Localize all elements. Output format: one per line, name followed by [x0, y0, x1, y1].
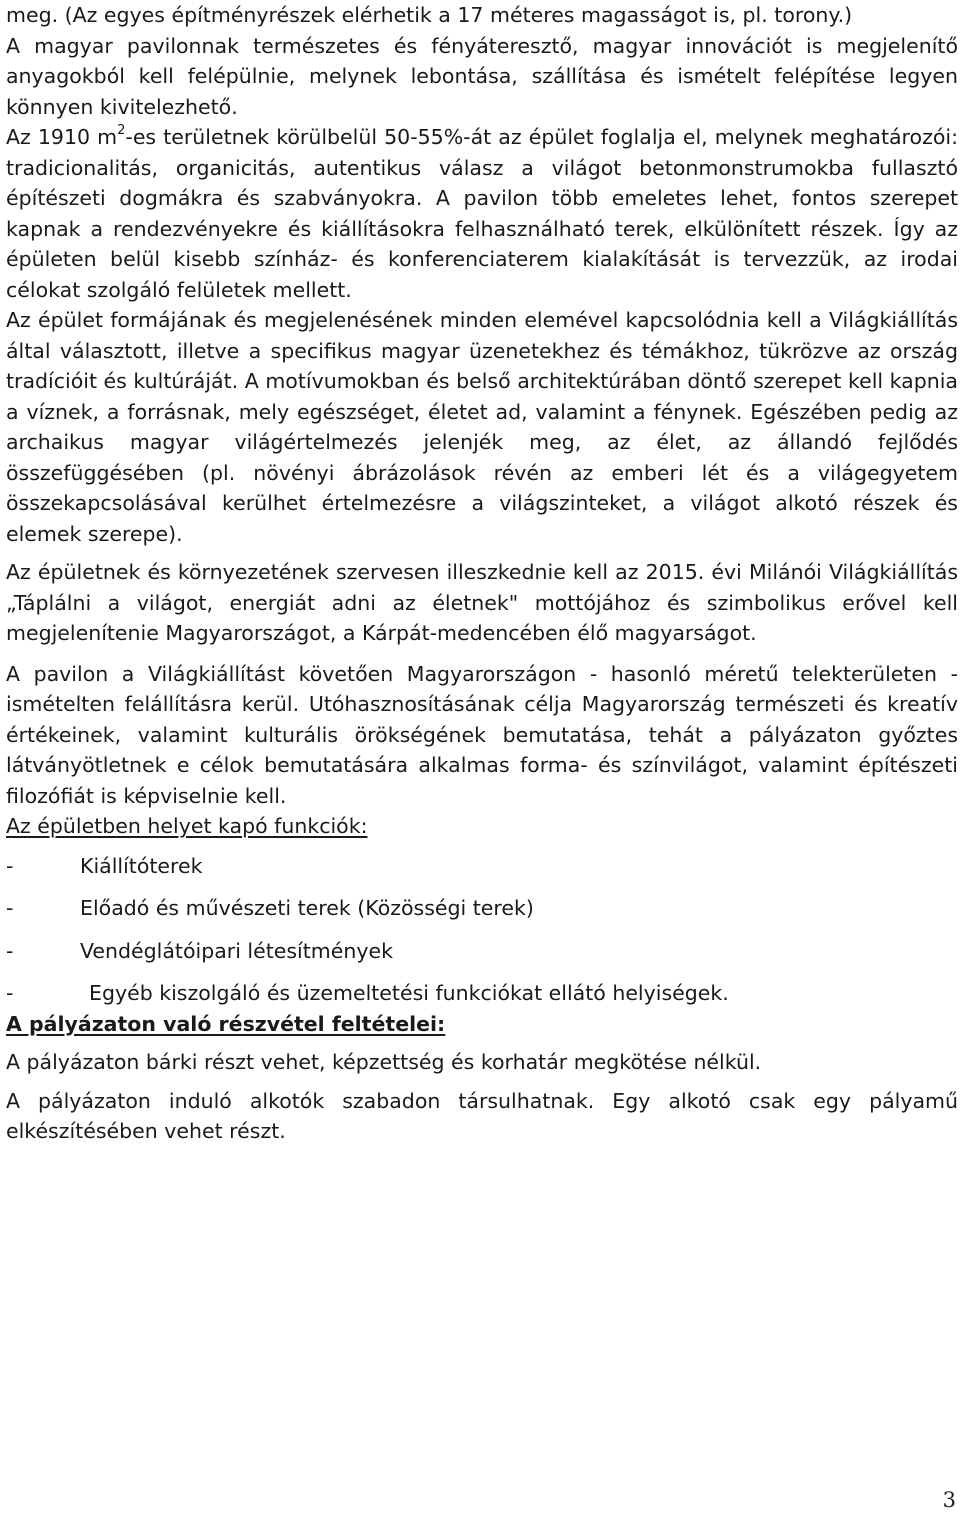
list-item-text: Vendéglátóipari létesítmények [80, 938, 393, 963]
list-item-text: Egyéb kiszolgáló és üzemeltetési funkciókat ellátó helyiségek. [89, 981, 729, 1005]
list-item [6, 978, 958, 1009]
area-text-start: Az 1910 m [6, 125, 118, 149]
list-dash: - [6, 896, 14, 920]
document-page [6, 0, 958, 1147]
paragraph-materials: A magyar pavilonnak természetes és fényáteresztő, magyar innovációt is megjelenítő anyagokból kell felépülnie, melynek lebontása, szállítása és ismételt felépítése legyen könnyen kivitelezhető. [6, 33, 958, 119]
list-dash: - [6, 981, 14, 1005]
list-dash: - [6, 938, 14, 963]
conditions-heading: A pályázaton való részvétel feltételei: [6, 1011, 446, 1036]
paragraph-teams: A pályázaton induló alkotók szabadon társulhatnak. Egy alkotó csak egy pályamű elkészítésében vehet részt. [6, 1088, 958, 1143]
paragraph-reuse: A pavilon a Világkiállítást követően Magyarországon - hasonló méretű telekterületen - ismételten felállításra kerül. Utóhasznosításának célja Magyarország természeti és kreatív értékeinek, valamint kulturális örökségének bemutatása, tehát a pályázaton győztes látványötletnek e célok bemutatására alkalmas forma- és színvilágot, valamint építészeti filozófiát is képviselnie kell. [6, 661, 958, 808]
superscript-2: 2 [117, 123, 126, 139]
paragraph-eligibility: A pályázaton bárki részt vehet, képzettség és korhatár megkötése nélkül. [6, 1050, 762, 1074]
page-number: 3 [942, 1488, 956, 1512]
list-item-text: Előadó és művészeti terek (Közösségi terek) [80, 896, 534, 920]
paragraph-continuation: meg. (Az egyes építményrészek elérhetik a 17 méteres magasságot is, pl. torony.) [6, 3, 853, 27]
area-text-rest: -es területnek körülbelül 50-55%-át az épület foglalja el, melynek meghatározói: tradicionalitás, organicitás, autentikus válasz a világot betonmonstrumokba fullasztó építészeti dogmákra és szabványokra. A pavilon több emeletes lehet, fontos szerepet kapnak a rendezvényekre és kiállításokra felhasználható terek, elkülönített részek. Így az épületen belül kisebb színház- és konferenciaterem kialakítását is tervezzük, az irodai célokat szolgáló felületek mellett. [6, 125, 958, 302]
list-item-text: Kiállítóterek [80, 853, 203, 878]
list-item [6, 893, 958, 924]
list-item [6, 936, 958, 967]
functions-list [6, 851, 958, 1009]
paragraph-area [6, 122, 958, 305]
list-dash: - [6, 853, 14, 878]
paragraph-form: Az épület formájának és megjelenésének minden elemével kapcsolódnia kell a Világkiállítás által választott, illetve a specifikus magyar üzenetekhez és témákhoz, tükrözve az ország tradícióit és kultúráját. A motívumokban és belső architektúrában döntő szerepet kell kapnia a víznek, a forrásnak, mely egészséget, életet ad, valamint a fénynek. Egészében pedig az archaikus magyar világértelmezés jelenjék meg, az élet, az állandó fejlődés összefüggésében (pl. növényi ábrázolások révén az emberi lét és a világegyetem összekapcsolásával kerülhet értelmezésre a világszinteket, a világot alkotó részek és elemek szerepe). [6, 308, 958, 546]
list-item [6, 851, 958, 882]
paragraph-environment: Az épületnek és környezetének szervesen illeszkednie kell az 2015. évi Milánói Világkiállítás „Táplálni a világot, energiát adni az életnek" mottójához és szimbolikus erővel kell megjelenítenie Magyarországot, a Kárpát-medencében élő magyarságot. [6, 560, 958, 645]
functions-heading: Az épületben helyet kapó funkciók: [6, 814, 368, 838]
